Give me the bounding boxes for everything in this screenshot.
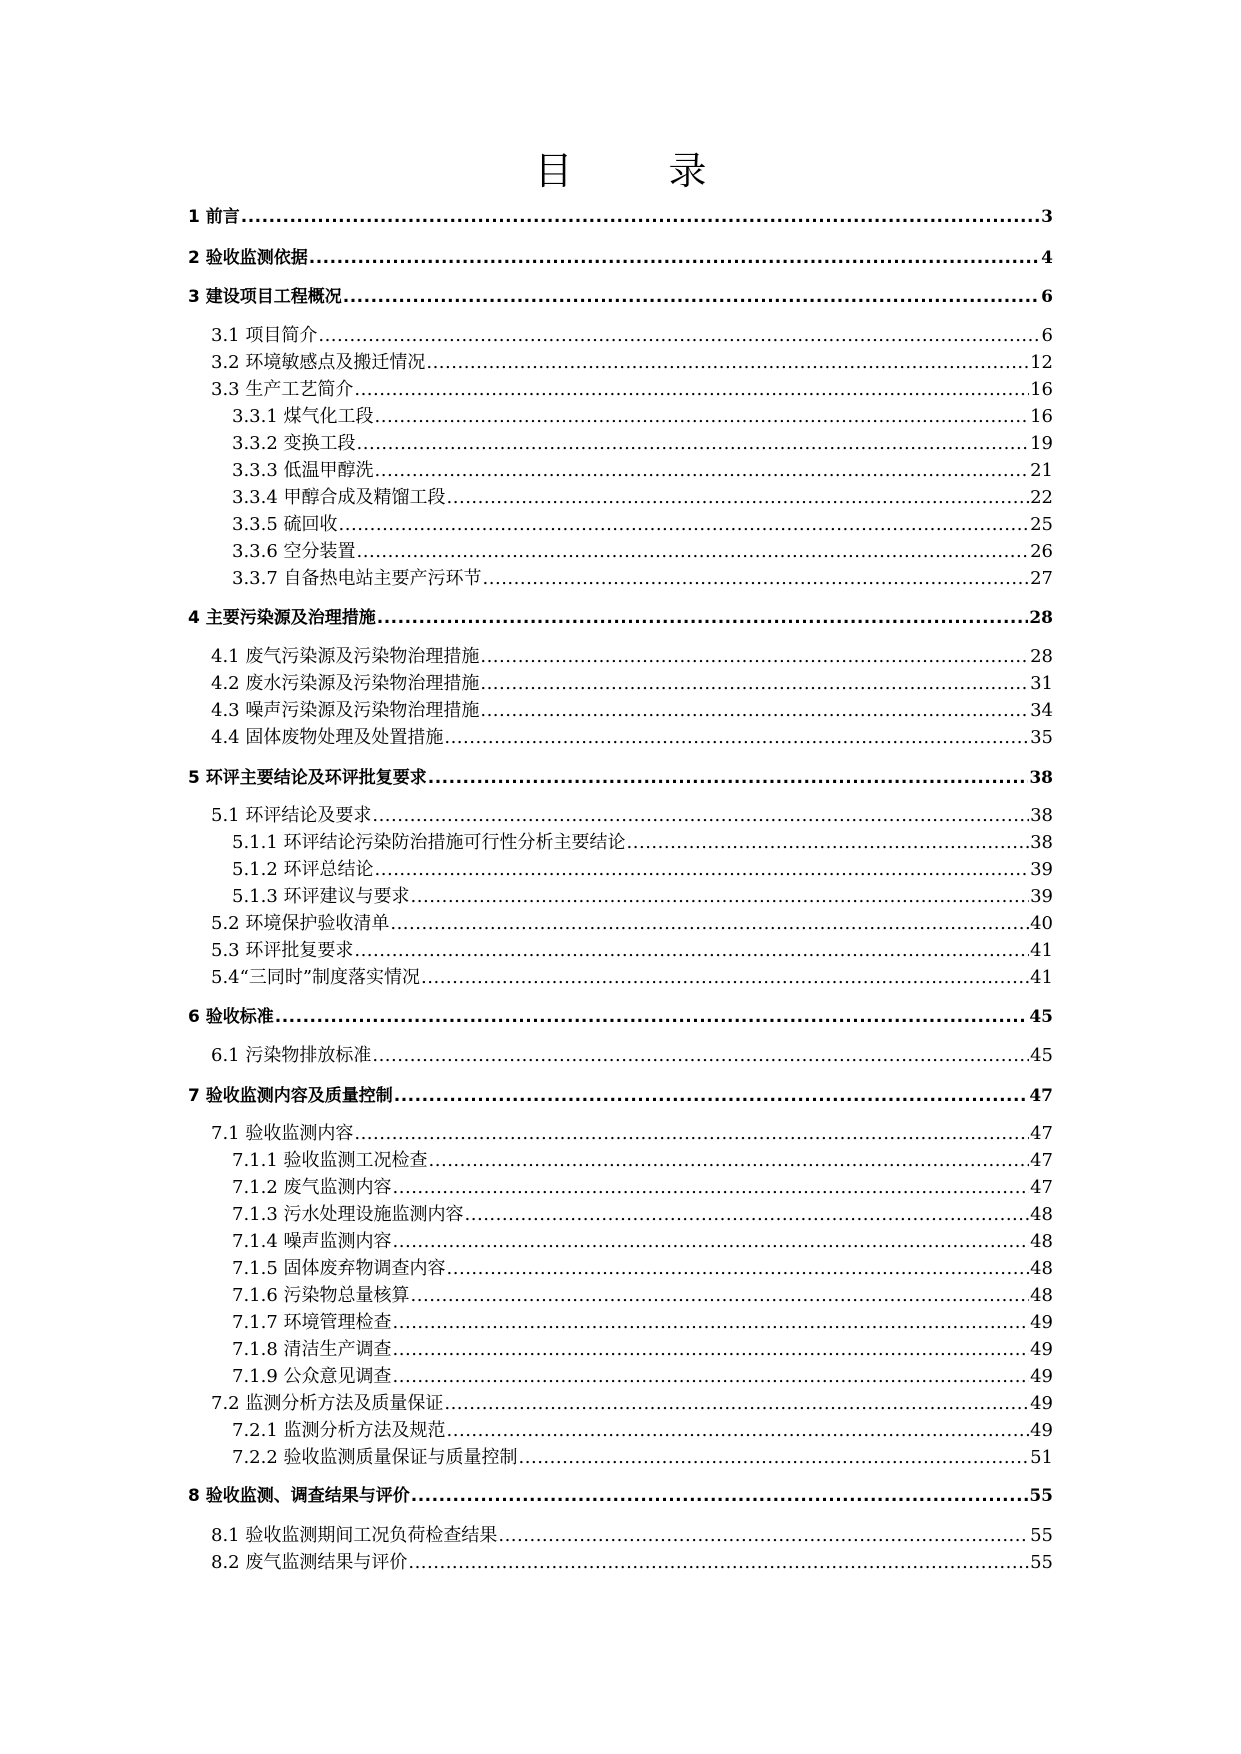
toc-section-entry[interactable] xyxy=(211,1394,1053,1414)
toc-page-number: 35 xyxy=(1030,727,1053,748)
toc-page-number: 38 xyxy=(1030,832,1053,853)
toc-entry-label: 4 主要污染源及治理措施 xyxy=(188,608,376,628)
toc-dot-leader xyxy=(411,887,1030,907)
toc-entry-label: 8.2 废气监测结果与评价 xyxy=(211,1552,408,1573)
toc-page-number: 49 xyxy=(1030,1366,1053,1387)
page-title: 目 录 xyxy=(534,149,749,193)
toc-chapter-entry[interactable] xyxy=(188,1087,1053,1106)
toc-page-number: 3 xyxy=(1041,207,1053,227)
toc-section-entry[interactable] xyxy=(232,515,1053,535)
toc-entry-label: 3.3.2 变换工段 xyxy=(232,433,356,454)
toc-entry-label: 7.2.2 验收监测质量保证与质量控制 xyxy=(232,1447,518,1468)
toc-entry-label: 7.1.1 验收监测工况检查 xyxy=(232,1150,428,1171)
toc-entry-label: 7.1.6 污染物总量核算 xyxy=(232,1285,410,1306)
toc-page-number: 31 xyxy=(1030,673,1053,694)
toc-section-entry[interactable] xyxy=(211,941,1053,961)
toc-entry-label: 3.3.7 自备热电站主要产污环节 xyxy=(232,568,482,589)
toc-dot-leader xyxy=(411,1286,1030,1306)
toc-dot-leader xyxy=(421,968,1029,988)
toc-dot-leader xyxy=(309,249,1040,268)
toc-entry-label: 7.1.4 噪声监测内容 xyxy=(232,1231,392,1252)
toc-dot-leader xyxy=(408,1553,1029,1573)
toc-section-entry[interactable] xyxy=(232,1178,1053,1198)
toc-section-entry[interactable] xyxy=(211,380,1053,400)
toc-dot-leader xyxy=(447,1259,1030,1279)
toc-section-entry[interactable] xyxy=(211,1124,1053,1144)
toc-section-entry[interactable] xyxy=(232,1421,1053,1441)
toc-page-number: 55 xyxy=(1030,1552,1053,1573)
toc-page-number: 45 xyxy=(1030,1045,1053,1066)
toc-section-entry[interactable] xyxy=(232,569,1053,589)
toc-page-number: 6 xyxy=(1041,287,1053,307)
toc-page-number: 49 xyxy=(1030,1420,1053,1441)
toc-dot-leader xyxy=(357,434,1030,454)
toc-dot-leader xyxy=(519,1448,1030,1468)
toc-page-number: 48 xyxy=(1030,1204,1053,1225)
toc-section-entry[interactable] xyxy=(211,353,1053,373)
toc-entry-label: 7.1.7 环境管理检查 xyxy=(232,1312,392,1333)
toc-entry-label: 7.1.9 公众意见调查 xyxy=(232,1366,392,1387)
toc-dot-leader xyxy=(372,806,1029,826)
toc-page-number: 47 xyxy=(1030,1150,1053,1171)
toc-section-entry[interactable] xyxy=(232,1286,1053,1306)
toc-section-entry[interactable] xyxy=(232,1205,1053,1225)
toc-page-number: 12 xyxy=(1030,352,1053,373)
toc-dot-leader xyxy=(354,941,1029,961)
toc-chapter-entry[interactable] xyxy=(188,1487,1053,1506)
toc-page-number: 16 xyxy=(1030,406,1053,427)
toc-entry-label: 5 环评主要结论及环评批复要求 xyxy=(188,768,427,788)
toc-section-entry[interactable] xyxy=(211,1526,1053,1546)
toc-entry-label: 5.1.1 环评结论污染防治措施可行性分析主要结论 xyxy=(232,832,626,853)
toc-dot-leader xyxy=(393,1313,1030,1333)
toc-dot-leader xyxy=(394,1087,1029,1106)
toc-chapter-entry[interactable] xyxy=(188,769,1053,788)
toc-page-number: 48 xyxy=(1030,1285,1053,1306)
toc-entry-label: 7.1.2 废气监测内容 xyxy=(232,1177,392,1198)
toc-dot-leader xyxy=(377,609,1029,628)
toc-page-number: 49 xyxy=(1030,1312,1053,1333)
toc-dot-leader xyxy=(480,701,1029,721)
toc-entry-label: 4.3 噪声污染源及污染物治理措施 xyxy=(211,700,480,721)
toc-section-entry[interactable] xyxy=(211,647,1053,667)
toc-dot-leader xyxy=(444,728,1029,748)
toc-entry-label: 3 建设项目工程概况 xyxy=(188,287,342,307)
toc-dot-leader xyxy=(447,488,1030,508)
toc-entry-label: 7 验收监测内容及质量控制 xyxy=(188,1086,393,1106)
toc-section-entry[interactable] xyxy=(232,887,1053,907)
toc-dot-leader xyxy=(483,569,1030,589)
toc-chapter-entry[interactable] xyxy=(188,1008,1053,1027)
toc-dot-leader xyxy=(318,326,1040,346)
toc-page-number: 16 xyxy=(1030,379,1053,400)
toc-chapter-entry[interactable] xyxy=(188,609,1053,628)
toc-dot-leader xyxy=(339,515,1030,535)
toc-entry-label: 8.1 验收监测期间工况负荷检查结果 xyxy=(211,1525,498,1546)
toc-entry-label: 7.1.5 固体废弃物调查内容 xyxy=(232,1258,446,1279)
toc-entry-label: 5.1.2 环评总结论 xyxy=(232,859,374,880)
toc-entry-label: 5.1 环评结论及要求 xyxy=(211,805,372,826)
toc-dot-leader xyxy=(480,674,1029,694)
toc-section-entry[interactable] xyxy=(232,434,1053,454)
toc-section-entry[interactable] xyxy=(211,674,1053,694)
toc-entry-label: 6 验收标准 xyxy=(188,1007,274,1027)
toc-dot-leader xyxy=(444,1394,1029,1414)
toc-dot-leader xyxy=(393,1340,1030,1360)
toc-dot-leader xyxy=(411,1487,1029,1506)
toc-page-number: 27 xyxy=(1030,568,1053,589)
toc-dot-leader xyxy=(357,542,1030,562)
toc-page-number: 41 xyxy=(1030,967,1053,988)
toc-page-number: 49 xyxy=(1030,1339,1053,1360)
toc-section-entry[interactable] xyxy=(232,1313,1053,1333)
toc-entry-label: 3.1 项目简介 xyxy=(211,325,318,346)
toc-section-entry[interactable] xyxy=(232,833,1053,853)
toc-section-entry[interactable] xyxy=(211,1046,1053,1066)
toc-section-entry[interactable] xyxy=(232,461,1053,481)
toc-entry-label: 5.1.3 环评建议与要求 xyxy=(232,886,410,907)
toc-page-number: 6 xyxy=(1041,325,1053,346)
toc-entry-label: 7.1.8 清洁生产调查 xyxy=(232,1339,392,1360)
toc-section-entry[interactable] xyxy=(232,542,1053,562)
toc-dot-leader xyxy=(480,647,1029,667)
toc-page-number: 22 xyxy=(1030,487,1053,508)
toc-entry-label: 3.3.6 空分装置 xyxy=(232,541,356,562)
toc-section-entry[interactable] xyxy=(211,806,1053,826)
toc-dot-leader xyxy=(465,1205,1030,1225)
toc-dot-leader xyxy=(428,769,1029,788)
toc-page-number: 28 xyxy=(1030,646,1053,667)
toc-entry-label: 2 验收监测依据 xyxy=(188,248,308,268)
toc-page-number: 55 xyxy=(1029,1486,1053,1506)
toc-dot-leader xyxy=(375,461,1030,481)
toc-dot-leader xyxy=(241,208,1040,227)
toc-page-number: 28 xyxy=(1029,608,1053,628)
toc-section-entry[interactable] xyxy=(232,1232,1053,1252)
toc-section-entry[interactable] xyxy=(232,860,1053,880)
toc-entry-label: 4.2 废水污染源及污染物治理措施 xyxy=(211,673,480,694)
toc-entry-label: 4.1 废气污染源及污染物治理措施 xyxy=(211,646,480,667)
toc-chapter-entry[interactable] xyxy=(188,249,1053,268)
toc-chapter-entry[interactable] xyxy=(188,208,1053,227)
toc-section-entry[interactable] xyxy=(232,1259,1053,1279)
toc-page-number: 39 xyxy=(1030,859,1053,880)
toc-dot-leader xyxy=(354,1124,1029,1144)
toc-page-number: 49 xyxy=(1030,1393,1053,1414)
toc-section-entry[interactable] xyxy=(211,1553,1053,1573)
toc-section-entry[interactable] xyxy=(211,326,1053,346)
toc-entry-label: 3.3.4 甲醇合成及精馏工段 xyxy=(232,487,446,508)
toc-dot-leader xyxy=(375,860,1030,880)
toc-page-number: 26 xyxy=(1030,541,1053,562)
toc-chapter-entry[interactable] xyxy=(188,288,1053,307)
toc-entry-label: 3.3.5 硫回收 xyxy=(232,514,338,535)
toc-dot-leader xyxy=(447,1421,1030,1441)
toc-dot-leader xyxy=(627,833,1030,853)
toc-section-entry[interactable] xyxy=(232,1367,1053,1387)
toc-entry-label: 4.4 固体废物处理及处置措施 xyxy=(211,727,444,748)
toc-page-number: 34 xyxy=(1030,700,1053,721)
toc-page-number: 21 xyxy=(1030,460,1053,481)
toc-entry-label: 5.2 环境保护验收清单 xyxy=(211,913,390,934)
toc-entry-label: 3.3.1 煤气化工段 xyxy=(232,406,374,427)
toc-section-entry[interactable] xyxy=(232,1340,1053,1360)
toc-page-number: 47 xyxy=(1029,1086,1053,1106)
toc-page-number: 4 xyxy=(1041,248,1053,268)
toc-dot-leader xyxy=(354,380,1029,400)
toc-page-number: 55 xyxy=(1030,1525,1053,1546)
toc-section-entry[interactable] xyxy=(211,914,1053,934)
toc-dot-leader xyxy=(343,288,1040,307)
toc-entry-label: 3.3.3 低温甲醇洗 xyxy=(232,460,374,481)
toc-section-entry[interactable] xyxy=(211,968,1053,988)
toc-page-number: 38 xyxy=(1029,768,1053,788)
toc-entry-label: 1 前言 xyxy=(188,207,240,227)
toc-page-number: 47 xyxy=(1030,1177,1053,1198)
toc-entry-label: 7.2.1 监测分析方法及规范 xyxy=(232,1420,446,1441)
toc-section-entry[interactable] xyxy=(232,488,1053,508)
toc-section-entry[interactable] xyxy=(211,701,1053,721)
toc-section-entry[interactable] xyxy=(211,728,1053,748)
toc-entry-label: 5.4“三同时”制度落实情况 xyxy=(211,967,421,988)
toc-dot-leader xyxy=(393,1232,1030,1252)
toc-dot-leader xyxy=(275,1008,1029,1027)
toc-page-number: 25 xyxy=(1030,514,1053,535)
toc-page-number: 51 xyxy=(1030,1447,1053,1468)
toc-entry-label: 5.3 环评批复要求 xyxy=(211,940,354,961)
toc-dot-leader xyxy=(390,914,1029,934)
toc-section-entry[interactable] xyxy=(232,407,1053,427)
toc-entry-label: 6.1 污染物排放标准 xyxy=(211,1045,372,1066)
toc-page-number: 19 xyxy=(1030,433,1053,454)
toc-page-number: 39 xyxy=(1030,886,1053,907)
toc-page-number: 47 xyxy=(1030,1123,1053,1144)
toc-page-number: 48 xyxy=(1030,1231,1053,1252)
toc-entry-label: 3.3 生产工艺简介 xyxy=(211,379,354,400)
toc-dot-leader xyxy=(372,1046,1029,1066)
toc-page-number: 40 xyxy=(1030,913,1053,934)
toc-dot-leader xyxy=(426,353,1029,373)
toc-dot-leader xyxy=(393,1367,1030,1387)
toc-section-entry[interactable] xyxy=(232,1448,1053,1468)
toc-dot-leader xyxy=(393,1178,1030,1198)
toc-page-number: 45 xyxy=(1029,1007,1053,1027)
toc-dot-leader xyxy=(498,1526,1029,1546)
toc-entry-label: 7.1.3 污水处理设施监测内容 xyxy=(232,1204,464,1225)
toc-section-entry[interactable] xyxy=(232,1151,1053,1171)
toc-entry-label: 7.2 监测分析方法及质量保证 xyxy=(211,1393,444,1414)
toc-dot-leader xyxy=(375,407,1030,427)
toc-page-number: 41 xyxy=(1030,940,1053,961)
toc-entry-label: 7.1 验收监测内容 xyxy=(211,1123,354,1144)
toc-page-number: 48 xyxy=(1030,1258,1053,1279)
toc-entry-label: 3.2 环境敏感点及搬迁情况 xyxy=(211,352,426,373)
toc-dot-leader xyxy=(429,1151,1030,1171)
toc-entry-label: 8 验收监测、调查结果与评价 xyxy=(188,1486,410,1506)
toc-page-number: 38 xyxy=(1030,805,1053,826)
